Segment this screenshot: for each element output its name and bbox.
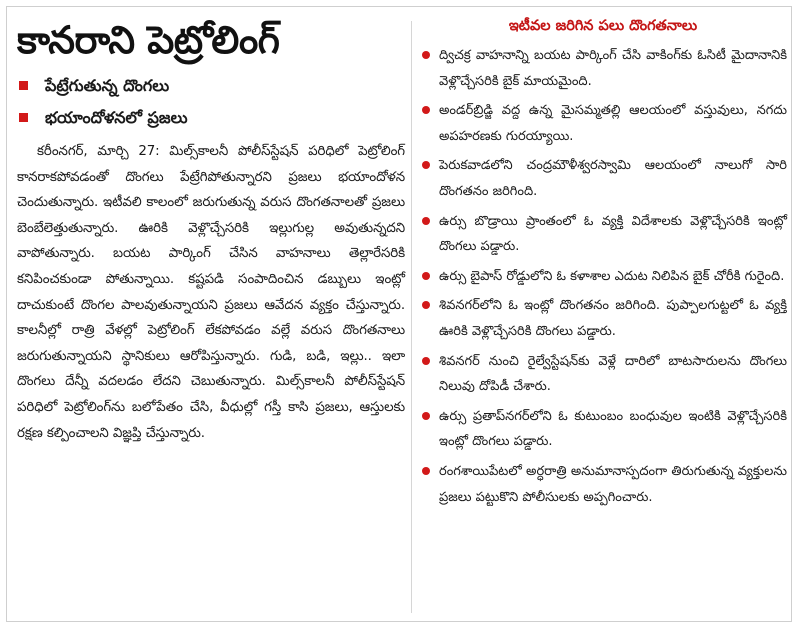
red-dot-bullet-icon bbox=[422, 217, 430, 225]
incident-item bbox=[419, 153, 787, 204]
incident-text: రంగశాయిపేటలో అర్ధరాత్రి అనుమానాస్పదంగా తిరుగుతున్న వ్యక్తులను ప్రజలు పట్టుకొని పోలీసులకు అప్పగించారు. bbox=[439, 463, 787, 505]
incident-item bbox=[419, 349, 787, 400]
incident-item bbox=[419, 459, 787, 510]
incident-list bbox=[419, 43, 787, 510]
red-dot-bullet-icon bbox=[422, 467, 430, 475]
incident-item bbox=[419, 98, 787, 149]
subheadline-text: భయాందోళనలో ప్రజలు bbox=[45, 108, 188, 127]
red-square-bullet-icon bbox=[19, 113, 28, 122]
article-body: కరీంనగర్, మార్చి 27: మిల్స్‌కాలనీ పోలీస్‌స్టేషన్ పరిధిలో పెట్రోలింగ్ కానరాకపోవడంతో దొంగలు పేట్రేగిపోతున్నారని ప్రజలు భయాందోళన చెందుతున్నారు. ఇటీవలి కాలంలో జరుగుతున్న వరుస దొంగతనాలతో ప్రజలు బెంబేలెత్తుతున్నారు. ఊరికి వెళ్లొచ్చేసరికి ఇల్లుగుల్ల అవుతున్నదని వాపోతున్నారు. బయట పార్కింగ్ చేసిన వాహనాలు తెల్లారేసరికి కనిపించకుండా పోతున్నాయి. కష్టపడి సంపాదించిన డబ్బులు ఇంట్లో దాచుకుంటే దొంగల పాలవుతున్నాయని ప్రజలు ఆవేదన వ్యక్తం చేస్తున్నారు. కాలనీల్లో రాత్రి వేళల్లో పెట్రోలింగ్ లేకపోవడం వల్లే వరుస దొంగతనాలు జరుగుతున్నాయని స్థానికులు ఆరోపిస్తున్నారు. గుడి, బడి, ఇల్లు.. ఇలా దొంగలు దేన్నీ వదలడం లేదని చెబుతున్నారు. మిల్స్‌కాలనీ పోలీస్‌స్టేషన్ పరిధిలో పెట్రోలింగ్‌ను బలోపేతం చేసి, వీధుల్లో గస్తీ కాసి ప్రజలు, ఆస్తులకు రక్షణ కల్పించాలని విజ్ఞప్తి చేస్తున్నారు. bbox=[17, 144, 405, 441]
subheadline bbox=[17, 75, 405, 97]
incident-text: శివనగర్‌లోని ఓ ఇంట్లో దొంగతనం జరిగింది. పుప్పాలగుట్టలో ఓ వ్యక్తి ఊరికి వెళ్లొచ్చేసరికి దొంగలు పడ్డారు. bbox=[439, 298, 787, 339]
red-dot-bullet-icon bbox=[422, 106, 430, 114]
red-dot-bullet-icon bbox=[422, 412, 430, 420]
incident-text: అండర్‌బ్రిడ్జి వద్ద ఉన్న మైసమ్మతల్లి ఆలయంలో వస్తువులు, నగదు అపహరణకు గురయ్యాయి. bbox=[439, 103, 787, 144]
red-dot-bullet-icon bbox=[422, 272, 430, 280]
incident-text: ఉర్సు ప్రతాప్‌నగర్‌లోని ఓ కుటుంబం బంధువుల ఇంటికి వెళ్లొచ్చేసరికి ఇంట్లో దొంగలు పడ్డారు. bbox=[439, 408, 787, 450]
red-dot-bullet-icon bbox=[422, 357, 430, 365]
incident-text: ద్విచక్ర వాహనాన్ని బయట పార్కింగ్ చేసి వాకింగ్‌కు ఓసిటీ మైదానానికి వెళ్లొచ్చేసరికి బైక్ మాయమైంది. bbox=[439, 48, 787, 89]
incidents-title: ఇటీవల జరిగిన పలు దొంగతనాలు bbox=[508, 18, 698, 34]
incidents-box bbox=[419, 15, 787, 615]
incident-item bbox=[419, 209, 787, 260]
column-divider bbox=[411, 21, 412, 613]
incident-text: ఉర్సు బొడ్రాయి ప్రాంతంలో ఓ వ్యక్తి విదేశాలకు వెళ్లొచ్చేసరికి ఇంట్లో దొంగలు పడ్డారు. bbox=[439, 213, 787, 255]
red-dot-bullet-icon bbox=[422, 301, 430, 309]
incident-text: శివనగర్ నుంచి రైల్వేస్టేషన్‌కు వెళ్లే దారిలో బాటసారులను దొంగలు నిలువు దోపిడీ చేశారు. bbox=[439, 353, 787, 395]
red-dot-bullet-icon bbox=[422, 51, 430, 59]
incident-text: ఉర్సు బైపాస్ రోడ్డులోని ఓ కళాశాల ఎదుట నిలిపిన బైక్ చోరీకి గురైంది. bbox=[439, 268, 785, 284]
subheadline-list bbox=[17, 75, 405, 129]
incident-item bbox=[419, 404, 787, 455]
subheadline-text: పేట్రేగుతున్న దొంగలు bbox=[45, 76, 170, 95]
incident-item bbox=[419, 43, 787, 94]
main-article bbox=[17, 15, 405, 615]
incident-item bbox=[419, 293, 787, 344]
news-clipping bbox=[6, 6, 792, 622]
headline: కానరాని పెట్రోలింగ్ bbox=[17, 18, 280, 62]
red-square-bullet-icon bbox=[19, 81, 28, 90]
subheadline bbox=[17, 107, 405, 129]
red-dot-bullet-icon bbox=[422, 161, 430, 169]
incident-item bbox=[419, 264, 787, 290]
incident-text: పెరుకవాడలోని చంద్రమౌళీశ్వరస్వామి ఆలయంలో నాలుగో సారి దొంగతనం జరిగింది. bbox=[439, 158, 787, 199]
